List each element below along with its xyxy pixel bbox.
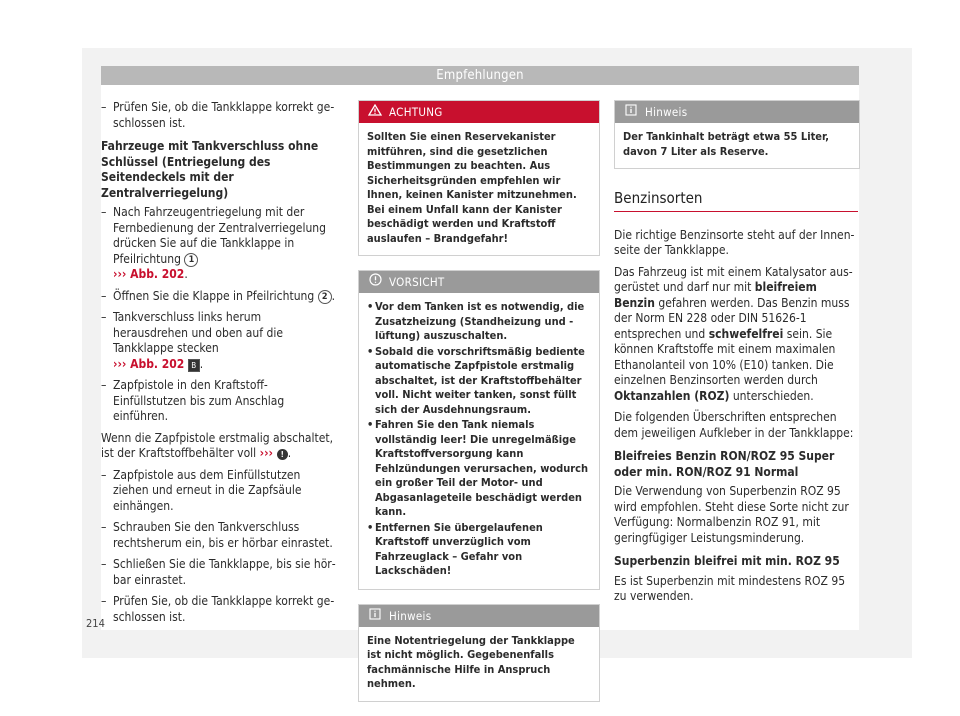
column-left [101, 100, 339, 631]
note-box-header [359, 605, 599, 627]
punct: . [199, 356, 204, 371]
note-box [358, 604, 600, 702]
paragraph-text: unterschieden. [732, 388, 814, 403]
list-item: – Schrauben Sie den Tankverschluss rechtsherum ein, bis er hörbar einrastet. [101, 520, 339, 551]
figure-link[interactable] [113, 267, 184, 281]
ref-arrow: ››› [259, 446, 273, 460]
section-title-fuel-types: Benzinsorten [614, 191, 858, 212]
note-box-label: Hinweis [645, 105, 688, 119]
list-item [101, 289, 339, 305]
list-item: – Zapfpistole aus dem Einfüllstutzen ziehen und erneut in die Zapfsäule einhängen. [101, 468, 339, 515]
paragraph-text: Das Fahrzeug ist mit einem Katalysator ausgerüstet und darf nur mit [614, 264, 853, 294]
caution-item: • Fahren Sie den Tank niemals vollständig leer! Die unregelmäßige Kraftstoffversorgung kann Fehlzündungen verursachen, wodurch ein großer Teil der Motor- und Abgasanlageteile beschädigt werden kann. [367, 418, 591, 520]
info-note-icon [367, 605, 383, 627]
ref-arrow: ››› [113, 267, 127, 281]
subheading-keyless-cap: Fahrzeuge mit Tankverschluss ohne Schlüssel (Entriegelung des Seitendeckels mit der Zentralverriegelung) [101, 139, 319, 200]
caution-item: • Sobald die vorschriftsmäßig bediente automatische Zapfpistole erstmalig abschaltet, ist der Kraftstoffbehälter voll. Nicht weiter tanken, sonst füllt sich der Ausdehnungsraum. [367, 345, 591, 418]
caution-box-header [359, 271, 599, 293]
list-item: – Schließen Sie die Tankklappe, bis sie hörbar einrastet. [101, 557, 339, 588]
warning-box [358, 100, 600, 256]
note-box-text: Der Tankinhalt beträgt etwa 55 Liter, davon 7 Liter als Reserve. [623, 130, 830, 158]
subheading-super-ron95: Superbenzin bleifrei mit min. ROZ 95 [614, 554, 840, 568]
ref-arrow: ››› [113, 356, 127, 371]
info-note-icon [623, 101, 639, 123]
figure-part-badge: B [188, 359, 200, 372]
caution-item: • Entfernen Sie übergelaufenen Kraftstoff unverzüglich vom Fahrzeuglack – Gefahr von Lackschäden! [367, 521, 591, 579]
list-item: – Prüfen Sie, ob die Tankklappe korrekt geschlossen ist. [101, 594, 339, 625]
page-header-title: Empfehlungen [436, 68, 524, 83]
paragraph-tank-full [101, 431, 339, 462]
ref-label: Abb. 202 [130, 267, 185, 281]
caution-box-body [359, 293, 599, 589]
list-item: – Prüfen Sie, ob die Tankklappe korrekt geschlossen ist. [101, 100, 339, 131]
callout-marker: 2 [318, 290, 332, 304]
column-right [614, 100, 860, 611]
caution-circle-icon [367, 271, 383, 293]
paragraph: Die Verwendung von Superbenzin ROZ 95 wird empfohlen. Steht diese Sorte nicht zur Verfügung: Normalbenzin ROZ 91, mit geringfügiger Leistungsminderung. [614, 484, 849, 545]
callout-marker: 1 [184, 253, 198, 267]
warning-triangle-icon [367, 101, 383, 123]
note-box-header [615, 101, 859, 123]
list-item [101, 205, 339, 283]
list-item [101, 310, 339, 372]
caution-box-label: VORSICHT [389, 275, 445, 289]
list-item-text: Öffnen Sie die Klappe in Pfeilrichtung [113, 288, 315, 303]
column-middle [358, 100, 600, 716]
page-number: 214 [86, 617, 105, 630]
warning-link[interactable] [260, 446, 288, 460]
paragraph-text: sein. Sie können Kraftstoffe mit einem maximalen Ethanolanteil von 10% (E10) tanken. Die einzelnen Benzinsorten werden durch [614, 326, 836, 387]
punct: . [184, 267, 188, 281]
note-box [614, 100, 860, 169]
list-item: – Zapfpistole in den Kraftstoff-Einfüllstutzen bis zum Anschlag einführen. [101, 378, 339, 425]
warning-box-header [359, 101, 599, 123]
paragraph-fuel-requirements [614, 265, 860, 405]
subheading-ron95-ron91: Bleifreies Benzin RON/ROZ 95 Super oder min. RON/ROZ 91 Normal [614, 449, 835, 479]
caution-item: • Vor dem Tanken ist es notwendig, die Zusatzheizung (Standheizung und -lüftung) auszuschalten. [367, 300, 591, 344]
paragraph: Es ist Superbenzin mit mindestens ROZ 95 zu verwenden. [614, 573, 846, 603]
emphasis-unleaded: bleifreiem Benzin [614, 280, 817, 310]
ref-label: Abb. 202 [130, 356, 185, 371]
figure-link[interactable] [113, 357, 184, 371]
note-box-text: Eine Notentriegelung der Tankklappe ist nicht möglich. Gegebenenfalls fachmännische Hilfe in Anspruch nehmen. [367, 633, 575, 690]
paragraph: Die richtige Benzinsorte steht auf der Innenseite der Tankklappe. [614, 227, 855, 257]
warning-box-text: Sollten Sie einen Reservekanister mitführen, sind die gesetzlichen Bestimmungen zu beachten. Aus Sicherheitsgründen empfehlen wir Ihnen, keinen Kanister mitzunehmen. Bei einem Unfall kann der Kanister beschädigt werden und Kraftstoff auslaufen – Brandgefahr! [367, 130, 577, 245]
list-item-text: Nach Fahrzeugentriegelung mit der Fernbedienung der Zentralverriegelung drücken Sie auf die Tankklappe in Pfeilrichtung [113, 205, 326, 266]
list-item-text: Tankverschluss links herum herausdrehen und oben auf die Tankklappe stecken [113, 310, 283, 355]
paragraph-text: Wenn die Zapfpistole erstmalig abschaltet, ist der Kraftstoffbehälter voll [101, 430, 334, 460]
note-box-label: Hinweis [389, 608, 432, 623]
paragraph-text: gefahren werden. Das Benzin muss der Norm EN 228 oder DIN 51626-1 entsprechen und [614, 295, 850, 341]
punct: . [287, 446, 292, 460]
caution-box [358, 270, 600, 590]
paragraph: Die folgenden Überschriften entsprechen dem jeweiligen Aufkleber in der Tankklappe: [614, 410, 854, 440]
warning-box-label: ACHTUNG [389, 105, 443, 119]
emphasis-sulfur-free: schwefelfrei [708, 326, 784, 341]
emphasis-octane: Oktanzahlen (ROZ) [614, 388, 730, 403]
punct: . [331, 288, 336, 303]
warning-marker-icon: ! [277, 449, 288, 460]
